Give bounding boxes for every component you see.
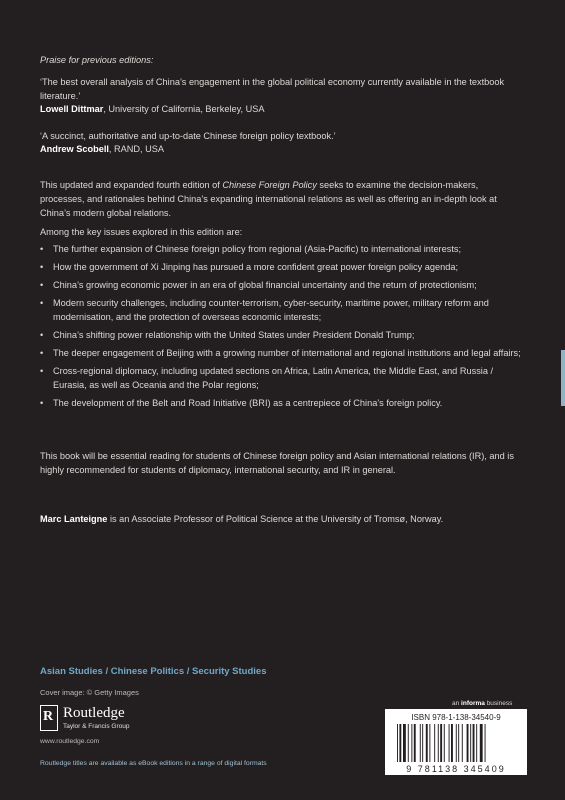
bullet-icon: • xyxy=(40,330,44,340)
quote-2-attribution xyxy=(40,144,164,154)
barcode-bar xyxy=(480,724,483,762)
publisher-name: Routledge xyxy=(63,705,125,721)
logo-letter: R xyxy=(43,709,54,724)
quote-1-affiliation: , University of California, Berkeley, USA xyxy=(103,104,265,114)
barcode-bar xyxy=(476,724,477,762)
essential-paragraph: This book will be essential reading for students of Chinese foreign policy and Asian international relations (IR), and is highly recommended for students of diplomacy, international security, and IR in general. xyxy=(40,451,514,475)
issue-text: Modern security challenges, including counter-terrorism, cyber-security, maritime power, military reform and modernisation, and the protection of overseas economic interests; xyxy=(53,298,489,322)
quote-1-attribution xyxy=(40,104,265,114)
barcode-bar xyxy=(444,724,445,762)
bullet-icon: • xyxy=(40,398,44,408)
barcode-bar xyxy=(411,724,412,762)
praise-heading: Praise for previous editions: xyxy=(40,55,154,65)
intro-paragraph xyxy=(40,178,525,220)
publisher-website: www.routledge.com xyxy=(40,738,100,745)
barcode-bar xyxy=(440,724,442,762)
isbn: ISBN 978-1-138-34540-9 xyxy=(411,713,501,722)
author-name: Marc Lanteigne xyxy=(40,514,108,524)
issue-item xyxy=(40,242,525,256)
bullet-icon: • xyxy=(40,262,44,272)
issues-list xyxy=(40,242,525,414)
bullet-icon: • xyxy=(40,348,44,358)
barcode-bar xyxy=(449,724,450,762)
barcode xyxy=(385,709,527,775)
quote-2: ‘A succinct, authoritative and up-to-date Chinese foreign policy textbook.’ xyxy=(40,131,336,141)
barcode-bar xyxy=(451,724,453,762)
informa-post: business xyxy=(484,700,513,707)
side-tab xyxy=(561,350,565,406)
barcode-bar xyxy=(485,724,486,762)
informa-pre: an xyxy=(452,700,462,707)
barcode-bar xyxy=(408,724,409,762)
barcode-bar xyxy=(456,724,457,762)
barcode-bar xyxy=(470,724,471,762)
book-title: Chinese Foreign Policy xyxy=(222,180,317,190)
barcode-bar xyxy=(422,724,423,762)
barcode-bar xyxy=(458,724,459,762)
issues-lead: Among the key issues explored in this edition are: xyxy=(40,227,243,237)
barcode-bar xyxy=(473,724,475,762)
author-bio-text: is an Associate Professor of Political Science at the University of Tromsø, Norway. xyxy=(107,514,444,524)
issue-item xyxy=(40,396,525,410)
intro-post: seeks to examine the decision-makers, processes, and rationales behind China’s expanding international relations as well as offering an in-depth look at China’s modern global relations. xyxy=(40,180,497,218)
barcode-bar xyxy=(467,724,469,762)
issue-item xyxy=(40,346,525,360)
quote-1: ‘The best overall analysis of China’s engagement in the global political economy currently available in the textbook literature.’ xyxy=(40,77,505,101)
quote-1-author: Lowell Dittmar xyxy=(40,104,104,114)
barcode-bar xyxy=(397,724,398,762)
issue-item xyxy=(40,328,525,342)
bullet-icon: • xyxy=(40,280,44,290)
ebook-note: Routledge titles are available as eBook editions in a range of digital formats xyxy=(40,760,267,767)
barcode-bar xyxy=(399,724,401,762)
bullet-icon: • xyxy=(40,366,44,376)
issue-text: China’s growing economic power in an era of global financial uncertainty and the return of protectionism; xyxy=(53,280,477,290)
bullet-icon: • xyxy=(40,244,44,254)
quote-2-affiliation: , RAND, USA xyxy=(108,144,165,154)
author-bio xyxy=(40,512,525,526)
barcode-bars xyxy=(397,724,517,762)
issue-text: The deeper engagement of Beijing with a growing number of international and regional institutions and legal affairs; xyxy=(53,348,521,358)
barcode-bar xyxy=(420,724,421,762)
issue-text: The development of the Belt and Road Initiative (BRI) as a centrepiece of China’s foreign policy. xyxy=(53,398,443,408)
barcode-bar xyxy=(434,724,435,762)
issue-text: How the government of Xi Jinping has pursued a more confident great power foreign policy agenda; xyxy=(53,262,459,272)
barcode-bar xyxy=(403,724,406,762)
routledge-logo-icon xyxy=(40,705,58,731)
barcode-number: 9 781138 345409 xyxy=(406,764,506,774)
issue-item xyxy=(40,296,525,324)
informa-brand: informa xyxy=(461,700,485,707)
issue-item xyxy=(40,278,525,292)
quote-2-author: Andrew Scobell xyxy=(40,144,109,154)
barcode-bar xyxy=(429,724,430,762)
barcode-bar xyxy=(462,724,463,762)
issue-text: The further expansion of Chinese foreign policy from regional (Asia-Pacific) to international interests; xyxy=(53,244,462,254)
publisher-subtitle: Taylor & Francis Group xyxy=(63,723,130,730)
issue-item xyxy=(40,364,525,392)
issue-item xyxy=(40,260,525,274)
issue-text: Cross-regional diplomacy, including updated sections on Africa, Latin America, the Middle East, and Russia / Eurasia, as well as Oceania and the Polar regions; xyxy=(53,366,494,390)
informa-tagline xyxy=(452,700,512,707)
intro-pre: This updated and expanded fourth edition of xyxy=(40,180,223,190)
barcode-bar xyxy=(414,724,416,762)
barcode-bar xyxy=(426,724,428,762)
issue-text: China’s shifting power relationship with the United States under President Donald Trump; xyxy=(53,330,415,340)
bullet-icon: • xyxy=(40,298,44,308)
cover-credit: Cover image: © Getty Images xyxy=(40,688,139,697)
subject-categories: Asian Studies / Chinese Politics / Security Studies xyxy=(40,666,267,677)
barcode-bar xyxy=(438,724,439,762)
